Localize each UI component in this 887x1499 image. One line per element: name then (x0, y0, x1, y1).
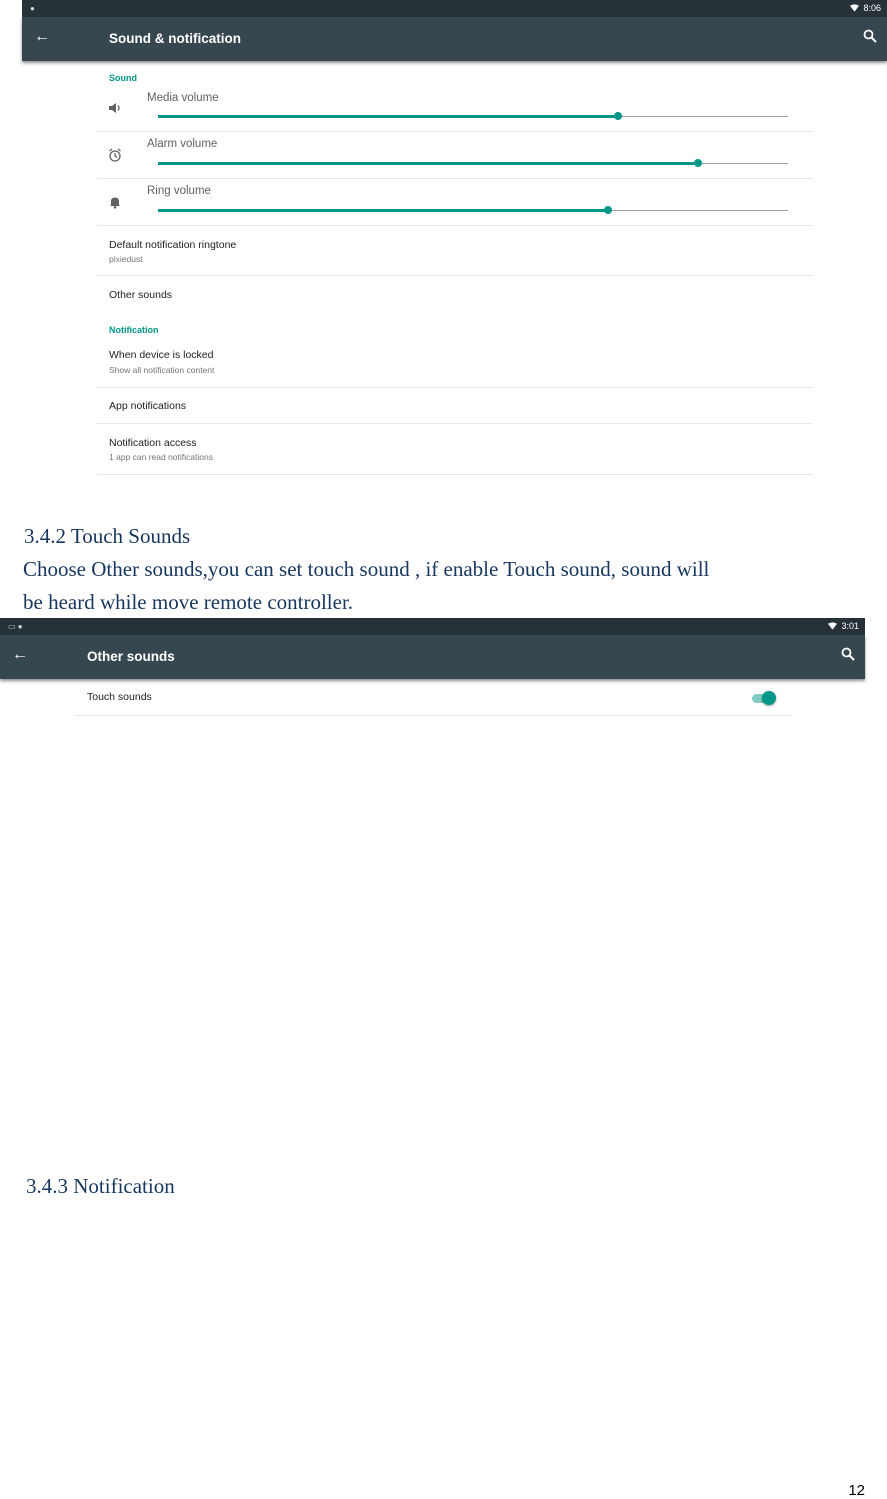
bell-icon (108, 195, 122, 209)
ring-volume-label: Ring volume (147, 185, 211, 197)
section-header-sound: Sound (109, 73, 137, 83)
paragraph-line-2: be heard while move remote controller. (23, 590, 354, 614)
default-ringtone-item[interactable] (97, 226, 812, 276)
wifi-icon-2 (828, 622, 837, 630)
wifi-icon (850, 4, 859, 12)
ring-volume-row (97, 179, 812, 226)
heading-touch-sounds: 3.4.2 Touch Sounds (24, 524, 191, 548)
alarm-volume-row (97, 132, 812, 179)
app-notifications-title: App notifications (109, 400, 187, 412)
media-volume-row (97, 85, 812, 132)
status-dot-icon: ● (30, 4, 35, 13)
page-title: Sound & notification (109, 31, 241, 46)
status-time-2: 3:01 (841, 621, 859, 631)
media-volume-fill (158, 115, 618, 118)
back-arrow-icon-2[interactable]: ← (12, 646, 28, 663)
touch-sounds-label: Touch sounds (87, 691, 152, 703)
media-volume-slider[interactable] (158, 116, 788, 117)
alarm-volume-slider[interactable] (158, 163, 788, 164)
app-notifications-item[interactable] (97, 388, 812, 424)
search-icon[interactable] (863, 29, 877, 43)
ring-volume-thumb[interactable] (604, 206, 612, 214)
other-sounds-item[interactable] (97, 276, 812, 312)
alarm-volume-thumb[interactable] (694, 159, 702, 167)
notification-access-item[interactable] (97, 424, 812, 475)
back-arrow-icon[interactable]: ← (34, 28, 50, 45)
alarm-clock-icon (108, 148, 122, 162)
default-ringtone-title: Default notification ringtone (109, 239, 237, 251)
status-time: 8:06 (863, 3, 881, 13)
app-bar (22, 17, 887, 61)
sound-notification-screenshot (22, 0, 887, 478)
search-icon-2[interactable] (841, 647, 855, 661)
media-volume-label: Media volume (147, 92, 219, 104)
speaker-icon (108, 101, 122, 115)
section-header-notification: Notification (109, 325, 159, 335)
page-number: 12 (848, 1482, 865, 1499)
alarm-volume-label: Alarm volume (147, 138, 218, 150)
other-sounds-title: Other sounds (109, 289, 173, 301)
alarm-volume-fill (158, 162, 698, 165)
touch-sounds-row[interactable] (76, 680, 791, 716)
notification-access-title: Notification access (109, 437, 197, 449)
heading-notification: 3.4.3 Notification (26, 1174, 175, 1198)
when-locked-item[interactable] (97, 337, 812, 388)
default-ringtone-value: pixiedust (109, 254, 143, 264)
when-locked-title: When device is locked (109, 349, 214, 361)
notification-access-value: 1 app can read notifications (109, 452, 213, 462)
status-bar-2 (0, 618, 865, 635)
status-bar (22, 0, 887, 17)
when-locked-value: Show all notification content (109, 365, 215, 375)
cast-icon: ▭ ● (8, 622, 23, 631)
media-volume-thumb[interactable] (614, 112, 622, 120)
paragraph-line-1: Choose Other sounds,you can set touch sound , if enable Touch sound, sound will (23, 557, 710, 581)
app-bar-2 (0, 635, 865, 679)
other-sounds-screenshot (0, 618, 865, 728)
ring-volume-fill (158, 209, 608, 212)
page-title-2: Other sounds (87, 649, 175, 664)
ring-volume-slider[interactable] (158, 210, 788, 211)
touch-sounds-toggle-knob[interactable] (762, 691, 776, 705)
